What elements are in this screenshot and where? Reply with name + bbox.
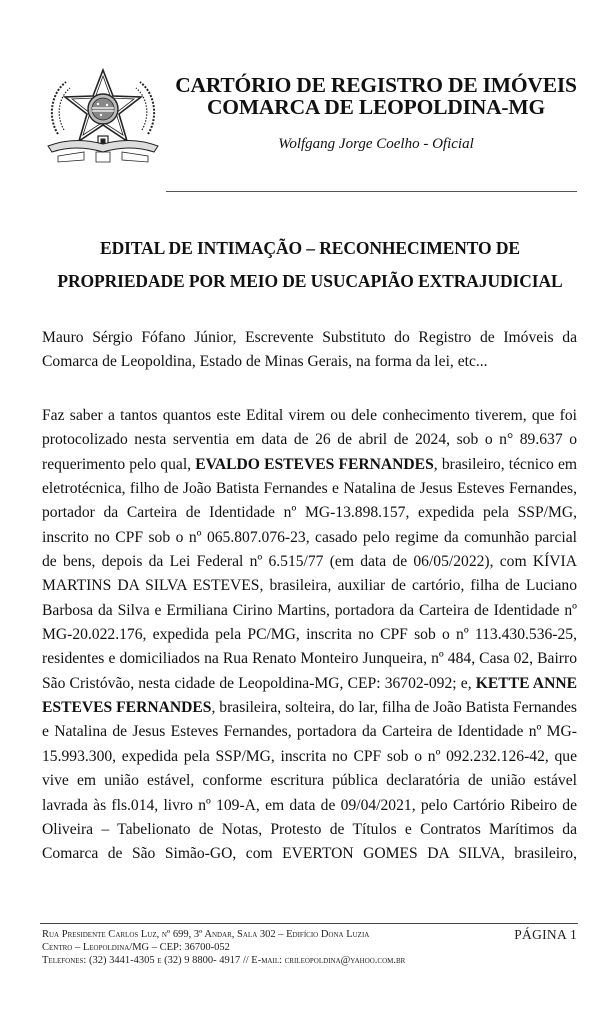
text-run: portador da Carteira de Identidade nº MG-13.898.157, expedida pela SSP/MG, [42, 504, 577, 522]
paragraph-line [42, 769, 577, 793]
page-number: PÁGINA 1 [514, 927, 577, 942]
text-run: inscrito no CPF sob o nº 065.807.076-23, casado pelo regime da comunhão parcial [42, 528, 577, 546]
paragraph-line [42, 477, 577, 501]
party-name: ESTEVES FERNANDES [42, 699, 212, 717]
registry-office-title-line2: COMARCA DE LEOPOLDINA-MG [206, 95, 545, 119]
footer-address-line2: Centro – Leopoldina/MG – CEP: 36700-052 [42, 942, 230, 953]
paragraph-line [42, 794, 577, 818]
footer-divider [40, 923, 578, 924]
main-paragraph [42, 404, 577, 867]
text-run: MG-20.022.176, expedida pela PC/MG, inscrita no CPF sob o nº 113.430.536-25, [42, 626, 577, 644]
paragraph-line [42, 501, 577, 525]
paragraph-line [42, 574, 577, 598]
party-name: KETTE ANNE [475, 674, 577, 692]
paragraph-line [42, 623, 577, 647]
paragraph-line [42, 599, 577, 623]
paragraph-line [42, 745, 577, 769]
registry-office-title [166, 74, 586, 118]
text-run: residentes e domiciliados na Rua Renato Monteiro Junqueira, nº 484, Casa 02, Bairro [42, 650, 577, 668]
footer-address [42, 928, 577, 967]
officer-name: Wolfgang Jorge Coelho - Oficial [278, 136, 474, 152]
document-heading-line1: EDITAL DE INTIMAÇÃO – RECONHECIMENTO DE [100, 238, 520, 258]
paragraph-line [42, 453, 577, 477]
text-run: e Natalina de Jesus Esteves Fernandes, portadora da Carteira de Identidade nº MG- [42, 723, 577, 741]
paragraph-line [42, 647, 577, 671]
text-run: vive em união estável, conforme escritura pública declaratória de união estável [42, 772, 577, 790]
brazil-coat-of-arms-icon [44, 64, 162, 164]
paragraph-line [42, 696, 577, 720]
text-run: 15.993.300, expedida pela SSP/MG, inscrita no CPF sob o nº 092.232.126-42, que [42, 747, 577, 765]
paragraph-line [42, 818, 577, 842]
intro-paragraph [42, 326, 577, 375]
text-run: MARTINS DA SILVA ESTEVES, brasileira, auxiliar de cartório, filha de Luciano [42, 577, 577, 595]
text-run: , brasileira, solteira, do lar, filha de João Batista Fernandes [211, 699, 578, 717]
paragraph-line: Comarca de Leopoldina, Estado de Minas Gerais, na forma da lei, etc... [42, 353, 488, 371]
document-heading [30, 232, 590, 298]
text-run: requerimento pelo qual, [42, 455, 196, 473]
text-run: Comarca de São Simão-GO, com EVERTON GOMES DA SILVA, brasileiro, [42, 845, 577, 863]
paragraph-line [42, 672, 577, 696]
header-divider [166, 191, 577, 192]
text-run: eletrotécnica, filho de João Batista Fernandes e Natalina de Jesus Esteves Fernandes, [42, 480, 577, 498]
document-heading-line2: PROPRIEDADE POR MEIO DE USUCAPIÃO EXTRAJUDICIAL [57, 271, 563, 291]
paragraph-line [42, 550, 577, 574]
text-run: lavrada às fls.014, livro nº 109-A, em data de 09/04/2021, pelo Cartório Ribeiro de [42, 796, 577, 814]
party-name: EVALDO ESTEVES FERNANDES [195, 455, 434, 473]
text-run: , brasileiro, técnico em [433, 455, 578, 473]
text-run: protocolizado nesta serventia em data de 26 de abril de 2024, sob o n° 89.637 o [42, 431, 577, 449]
text-run: Barbosa da Silva e Ermiliana Cirino Martins, portadora da Carteira de Identidade nº [42, 601, 577, 619]
footer-contact-line: Telefones: (32) 3441-4305 e (32) 9 8800- 4917 // E-mail: crileopoldina@yahoo.com.br [42, 955, 406, 966]
paragraph-line: Mauro Sérgio Fófano Júnior, Escrevente Substituto do Registro de Imóveis da [42, 329, 577, 346]
text-run: Faz saber a tantos quantos este Edital virem ou dele conhecimento tiverem, que foi [42, 407, 577, 424]
paragraph-line [42, 428, 577, 452]
paragraph-line [42, 842, 577, 866]
paragraph-line [42, 404, 577, 428]
paragraph-line [42, 526, 577, 550]
footer-address-line1: Rua Presidente Carlos Luz, nº 699, 3º Andar, Sala 302 – Edifício Dona Luzia [42, 929, 370, 940]
text-run: de bens, depois da Lei Federal nº 6.515/77 (em data de 06/05/2022), com KÍVIA [42, 553, 577, 571]
text-run: São Cristóvão, nesta cidade de Leopoldina-MG, CEP: 36702-092; e, [42, 674, 476, 692]
text-run: Oliveira – Tabelionato de Notas, Protesto de Títulos e Contratos Marítimos da [42, 820, 577, 838]
registry-office-title-line1: CARTÓRIO DE REGISTRO DE IMÓVEIS [175, 73, 577, 97]
paragraph-line [42, 720, 577, 744]
